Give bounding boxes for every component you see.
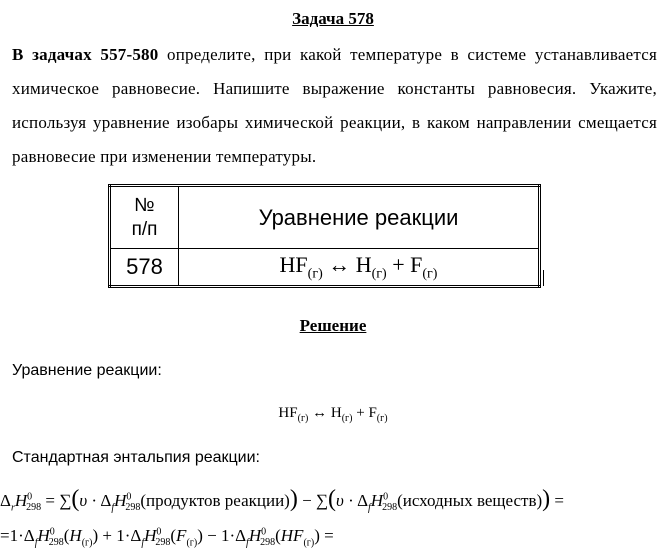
enthalpy-label: Стандартная энтальпия реакции: [12, 449, 260, 466]
header-equation: Уравнение реакции [179, 186, 540, 249]
solution-title: Решение [299, 316, 367, 335]
header-number-abbr: п/п [131, 218, 158, 240]
formula-products: (продуктов реакции) [140, 491, 290, 510]
formula-reactants: (исходных веществ) [397, 491, 543, 510]
enthalpy-formula: $\Delta_rH^0_{298} = \sum(\upsilon$ · $\Delta_fH^0_{298}(продуктов$ реакции)) − $\sum(\upsilon \cdot \Delta_fH^0_{298}(исходных$ веществ)) = [0, 486, 564, 514]
task-text: определите, при какой температуре в системе устанавливается химическое равновесие. Напишите выражение константы равновесия. Укажите, используя уравнение изобары химической реакции, в каком направлении смещается равновесие при изменении температуры. [12, 45, 657, 166]
header-number [110, 186, 179, 249]
table-header-row [110, 186, 540, 249]
header-number-sign: № [134, 194, 155, 216]
task-statement [12, 38, 657, 174]
task-range: В задачах 557-580 [12, 45, 159, 64]
row-number: 578 [110, 249, 179, 287]
reaction-equation: $HF_{(г)}$ ↔ $H_{(г)} + F_{(г)}$ [278, 405, 388, 424]
reaction-label: Уравнение реакции: [12, 362, 162, 379]
task-title: Задача 578 [292, 9, 374, 28]
reaction-table [108, 184, 541, 288]
enthalpy-formula-continued: $=1\cdot\Delta_fH^0_{298}(H_{(г)}) + 1\cdot\Delta_fH^0_{298}(F_{(г)}) - 1\cdot\Delta_fH^0_{298}(HF_{(г)})$ = [0, 526, 334, 548]
table-edge-mark [543, 270, 544, 286]
row-equation: $HF_{(г)}$ ↔ $H_{(г)} + F_{(г)}$ [179, 249, 540, 287]
table-row [110, 249, 540, 287]
